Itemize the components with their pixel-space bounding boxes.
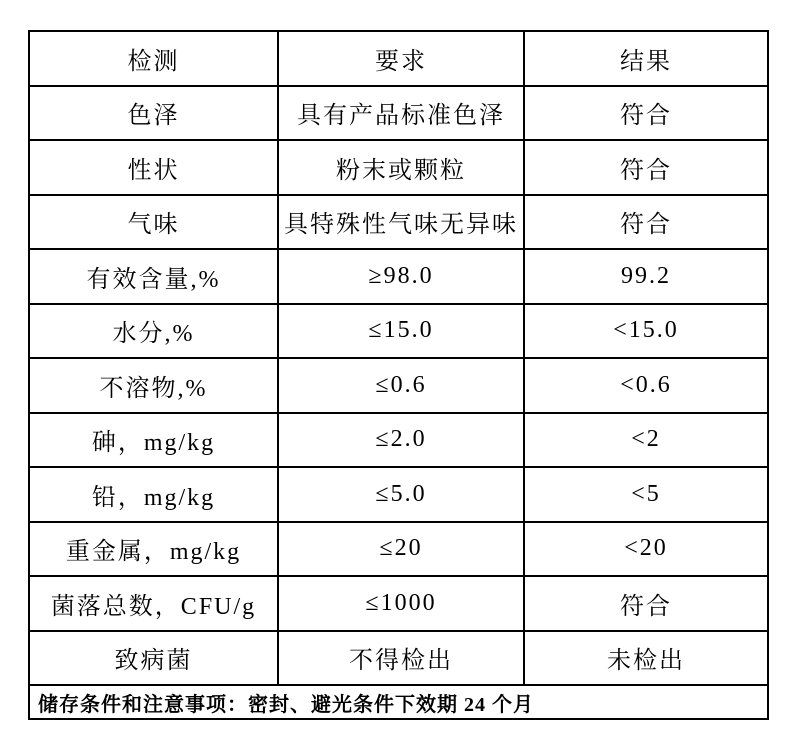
requirement-cell: 具特殊性气味无异味 <box>278 195 524 250</box>
result-cell: 符合 <box>524 86 768 141</box>
requirement-cell: ≥98.0 <box>278 249 524 304</box>
table-row <box>29 304 768 359</box>
test-item-cell: 砷，mg/kg <box>29 413 278 468</box>
result-cell: <0.6 <box>524 358 768 413</box>
test-item-cell: 铅，mg/kg <box>29 467 278 522</box>
requirement-cell: ≤5.0 <box>278 467 524 522</box>
result-cell: 符合 <box>524 195 768 250</box>
table-header-row <box>29 31 768 86</box>
test-item-cell: 菌落总数，CFU/g <box>29 576 278 631</box>
result-cell: 99.2 <box>524 249 768 304</box>
test-item-cell: 气味 <box>29 195 278 250</box>
test-item-cell: 致病菌 <box>29 631 278 686</box>
table-row <box>29 195 768 250</box>
test-item-cell: 色泽 <box>29 86 278 141</box>
inspection-table <box>28 30 769 720</box>
requirement-cell: ≤0.6 <box>278 358 524 413</box>
requirement-cell: ≤1000 <box>278 576 524 631</box>
header-cell-result: 结果 <box>524 31 768 86</box>
requirement-cell: 粉末或颗粒 <box>278 140 524 195</box>
requirement-cell: ≤2.0 <box>278 413 524 468</box>
requirement-cell: 具有产品标准色泽 <box>278 86 524 141</box>
result-cell: 未检出 <box>524 631 768 686</box>
requirement-cell: 不得检出 <box>278 631 524 686</box>
header-cell-test: 检测 <box>29 31 278 86</box>
test-item-cell: 不溶物,% <box>29 358 278 413</box>
header-cell-requirement: 要求 <box>278 31 524 86</box>
table-row <box>29 140 768 195</box>
test-item-cell: 重金属，mg/kg <box>29 522 278 577</box>
result-cell: <2 <box>524 413 768 468</box>
table-row <box>29 576 768 631</box>
test-item-cell: 有效含量,% <box>29 249 278 304</box>
table-row <box>29 86 768 141</box>
table-footer-row <box>29 685 768 719</box>
result-cell: <20 <box>524 522 768 577</box>
table-row <box>29 631 768 686</box>
requirement-cell: ≤15.0 <box>278 304 524 359</box>
result-cell: 符合 <box>524 576 768 631</box>
requirement-cell: ≤20 <box>278 522 524 577</box>
table-row <box>29 413 768 468</box>
table-row <box>29 522 768 577</box>
result-cell: 符合 <box>524 140 768 195</box>
result-cell: <15.0 <box>524 304 768 359</box>
test-item-cell: 水分,% <box>29 304 278 359</box>
result-cell: <5 <box>524 467 768 522</box>
table-row <box>29 249 768 304</box>
test-item-cell: 性状 <box>29 140 278 195</box>
storage-note: 储存条件和注意事项：密封、避光条件下效期 24 个月 <box>29 685 768 719</box>
table-row <box>29 358 768 413</box>
table-row <box>29 467 768 522</box>
